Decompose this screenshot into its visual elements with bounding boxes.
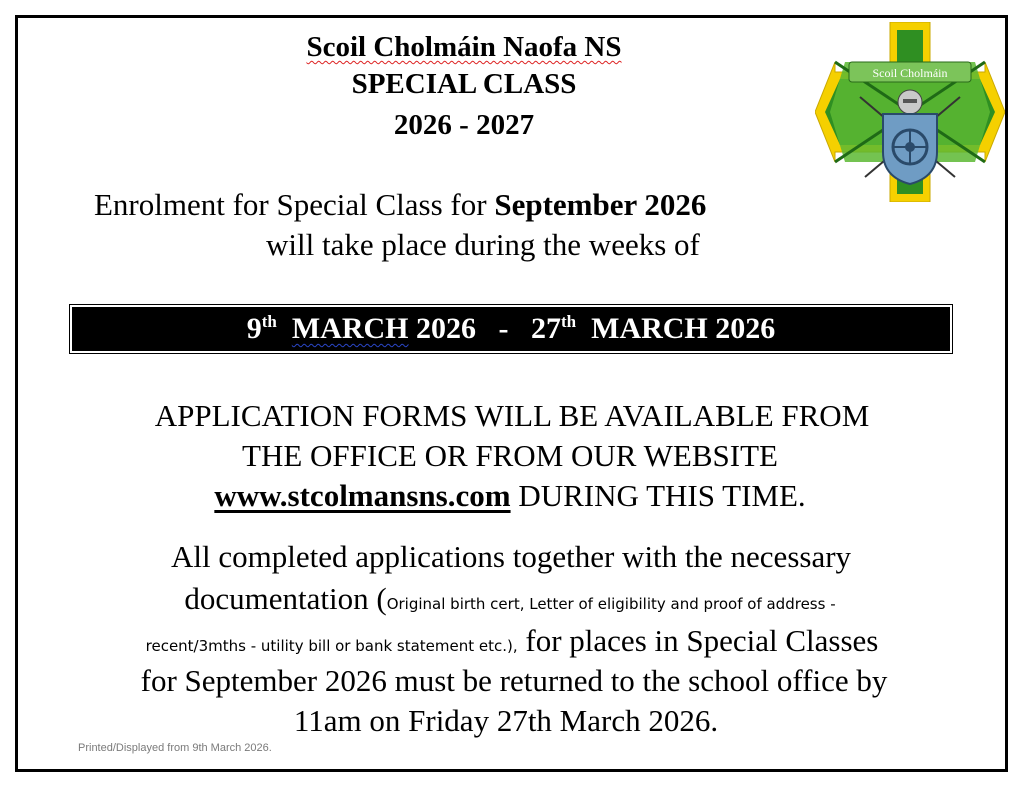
documents-note-part-2: recent/3mths - utility bill or bank statement etc.), xyxy=(145,637,518,655)
documents-note-part-1: Original birth cert, Letter of eligibility and proof of address - xyxy=(386,595,836,613)
print-note: Printed/Displayed from 9th March 2026. xyxy=(78,742,272,754)
forms-line-3-suffix: DURING THIS TIME. xyxy=(510,478,806,513)
forms-line-1: APPLICATION FORMS WILL BE AVAILABLE FROM xyxy=(154,398,870,433)
applications-line-3-rest: for places in Special Classes xyxy=(517,623,879,658)
applications-line-5: 11am on Friday 27th March 2026. xyxy=(293,703,719,738)
forms-line-2: THE OFFICE OR FROM OUR WEBSITE xyxy=(242,438,778,473)
end-day-suffix: th xyxy=(561,312,577,331)
class-title: SPECIAL CLASS xyxy=(351,68,577,100)
year-range: 2026 - 2027 xyxy=(393,109,535,141)
dates-banner-text xyxy=(72,307,950,351)
start-year: 2026 xyxy=(408,312,476,345)
applications-line-4: for September 2026 must be returned to the school office by xyxy=(140,663,888,698)
intro-line-1-bold: September 2026 xyxy=(494,187,707,222)
date-separator: - xyxy=(498,312,509,345)
dates-banner xyxy=(69,304,953,354)
forms-line-3 xyxy=(0,476,1022,516)
intro-line-1 xyxy=(94,186,706,224)
applications-line-2 xyxy=(0,578,1022,625)
start-month: MARCH xyxy=(291,312,409,345)
end-date: MARCH 2026 xyxy=(591,312,776,345)
website-link[interactable]: www.stcolmansns.com xyxy=(214,478,511,513)
start-day-suffix: th xyxy=(261,312,277,331)
crest-text: Scoil Cholmáin xyxy=(872,66,948,80)
school-crest-icon xyxy=(815,22,1005,202)
intro-line-1-prefix: Enrolment for Special Class for xyxy=(94,187,495,222)
end-day: 27 xyxy=(531,312,561,345)
school-name-text: Scoil Cholmáin Naofa NS xyxy=(306,31,622,63)
applications-line-1: All completed applications together with the necessary xyxy=(170,539,852,574)
intro-line-2: will take place during the weeks of xyxy=(266,227,700,262)
start-day: 9 xyxy=(246,312,262,345)
applications-line-2-start: documentation ( xyxy=(184,581,387,616)
